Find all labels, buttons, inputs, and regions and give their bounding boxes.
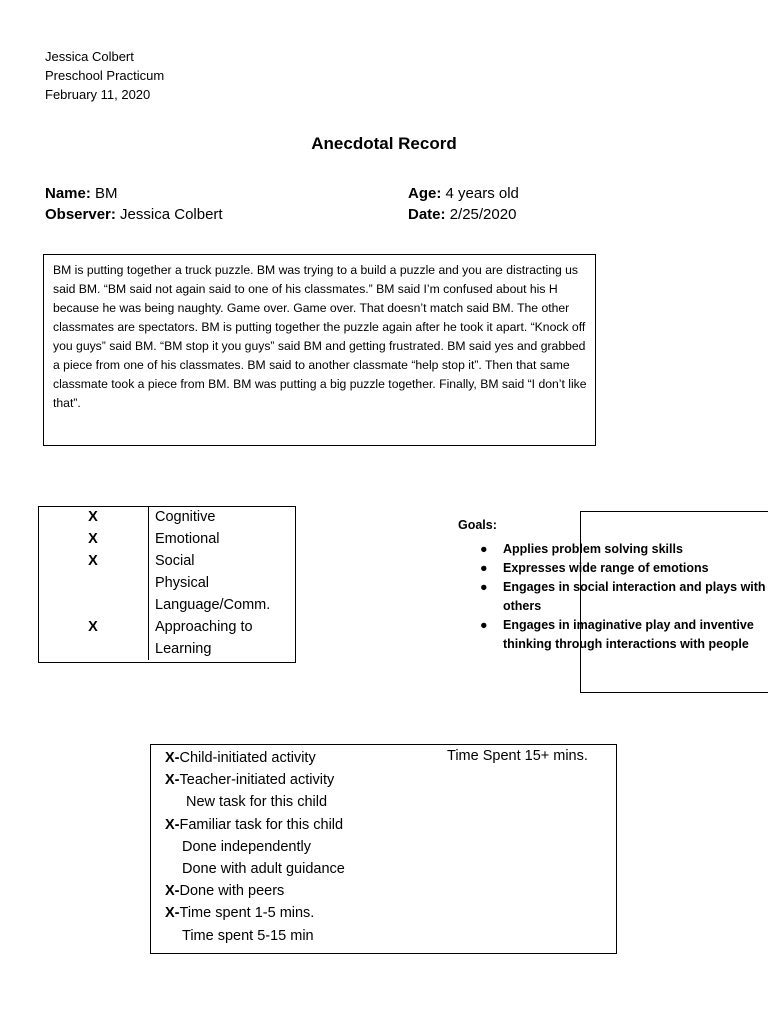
activity-text: Done with peers (179, 883, 285, 900)
activity-row (165, 814, 616, 836)
date-value: 2/25/2020 (449, 206, 517, 223)
activity-mark: X- (165, 772, 180, 789)
name-value: BM (95, 185, 118, 202)
activity-row (165, 836, 616, 858)
activity-row (165, 791, 616, 813)
goal-text: Applies problem solving skills (503, 542, 683, 556)
activity-mark: X- (165, 905, 180, 922)
domain-mark: X (38, 506, 149, 528)
time-spent-total: Time Spent 15+ mins. (447, 748, 588, 764)
table-row (38, 616, 295, 638)
name-field (45, 185, 118, 202)
table-row (38, 572, 295, 594)
goal-text: Engages in imaginative play and inventive thinking through interactions with people (503, 618, 754, 651)
author-name: Jessica Colbert (45, 49, 134, 64)
domain-label: Emotional (155, 531, 220, 547)
activity-mark: X- (165, 750, 180, 766)
page-title: Anecdotal Record (311, 134, 457, 153)
domain-mark: X (38, 550, 149, 572)
age-label: Age: (408, 185, 442, 202)
domain-label: Cognitive (155, 509, 216, 525)
domain-label: Learning (155, 641, 212, 657)
list-item (458, 578, 768, 616)
goals-label: Goals: (458, 518, 497, 532)
activity-text: Time spent 1-5 mins. (179, 905, 315, 922)
goal-text: Expresses wide range of emotions (503, 561, 709, 575)
activity-text: Teacher-initiated activity (179, 772, 335, 789)
name-label: Name: (45, 185, 91, 202)
activity-row (165, 902, 616, 924)
activity-mark: X- (165, 883, 180, 900)
list-item (458, 616, 768, 654)
observer-field (45, 206, 223, 223)
activity-row (165, 858, 616, 880)
bullet-icon: ● (480, 618, 488, 632)
bullet-icon: ● (480, 561, 488, 575)
domain-mark: X (38, 616, 149, 638)
domain-label: Physical (155, 575, 209, 591)
activity-box (150, 744, 617, 954)
table-row (38, 528, 295, 550)
activity-text: New task for this child (186, 794, 328, 811)
date-label: Date: (408, 206, 446, 223)
observation-notes: BM is putting together a truck puzzle. BM was trying to a build a puzzle and you are distracting us said BM. “BM said not again said to one of his classmates.” BM said I’m confused about his H because he was being naughty. Game over. Game over. That doesn’t match said BM. The other classmates are spectators. BM is putting together the puzzle again after he took it apart. “Knock off you guys” said BM. “BM stop it you guys” said BM and getting frustrated. BM said yes and grabbed a piece from one of his classmates. BM said to another classmate “help stop it”. Then that same classmate took a piece from BM. BM was putting a big puzzle together. Finally, BM said “I don’t like that”. (43, 254, 596, 446)
activity-text: Time spent 5-15 min (182, 927, 314, 944)
activity-text: Child-initiated activity (179, 750, 316, 766)
activity-text: Familiar task for this child (179, 816, 344, 833)
domain-mark (38, 594, 149, 616)
date-field (408, 206, 516, 223)
domain-label: Language/Comm. (155, 597, 271, 613)
bullet-icon: ● (480, 580, 488, 594)
bullet-icon: ● (480, 542, 488, 556)
observer-value: Jessica Colbert (120, 206, 223, 223)
goal-text: Engages in social interaction and plays with others (503, 580, 766, 613)
domain-mark (38, 572, 149, 594)
table-row (38, 506, 295, 528)
age-value: 4 years old (445, 185, 519, 202)
activity-row (165, 769, 616, 791)
goals-section (458, 516, 768, 654)
age-field (408, 185, 519, 202)
activity-text: Done with adult guidance (182, 861, 345, 878)
domain-label: Social (155, 553, 195, 569)
activity-text: Done independently (182, 838, 311, 855)
domain-mark (38, 638, 149, 660)
table-row (38, 550, 295, 572)
domain-table (38, 506, 295, 660)
activity-row (165, 925, 616, 947)
goals-list (458, 540, 768, 654)
list-item (458, 540, 768, 559)
table-row (38, 594, 295, 616)
document-date: February 11, 2020 (45, 87, 151, 102)
list-item (458, 559, 768, 578)
document-header (45, 47, 164, 104)
course-name: Preschool Practicum (45, 68, 165, 83)
domain-label: Approaching to (155, 619, 253, 635)
observer-label: Observer: (45, 206, 116, 223)
activity-row (165, 880, 616, 902)
domain-mark: X (38, 528, 149, 550)
table-row (38, 638, 295, 660)
activity-mark: X- (165, 816, 180, 833)
